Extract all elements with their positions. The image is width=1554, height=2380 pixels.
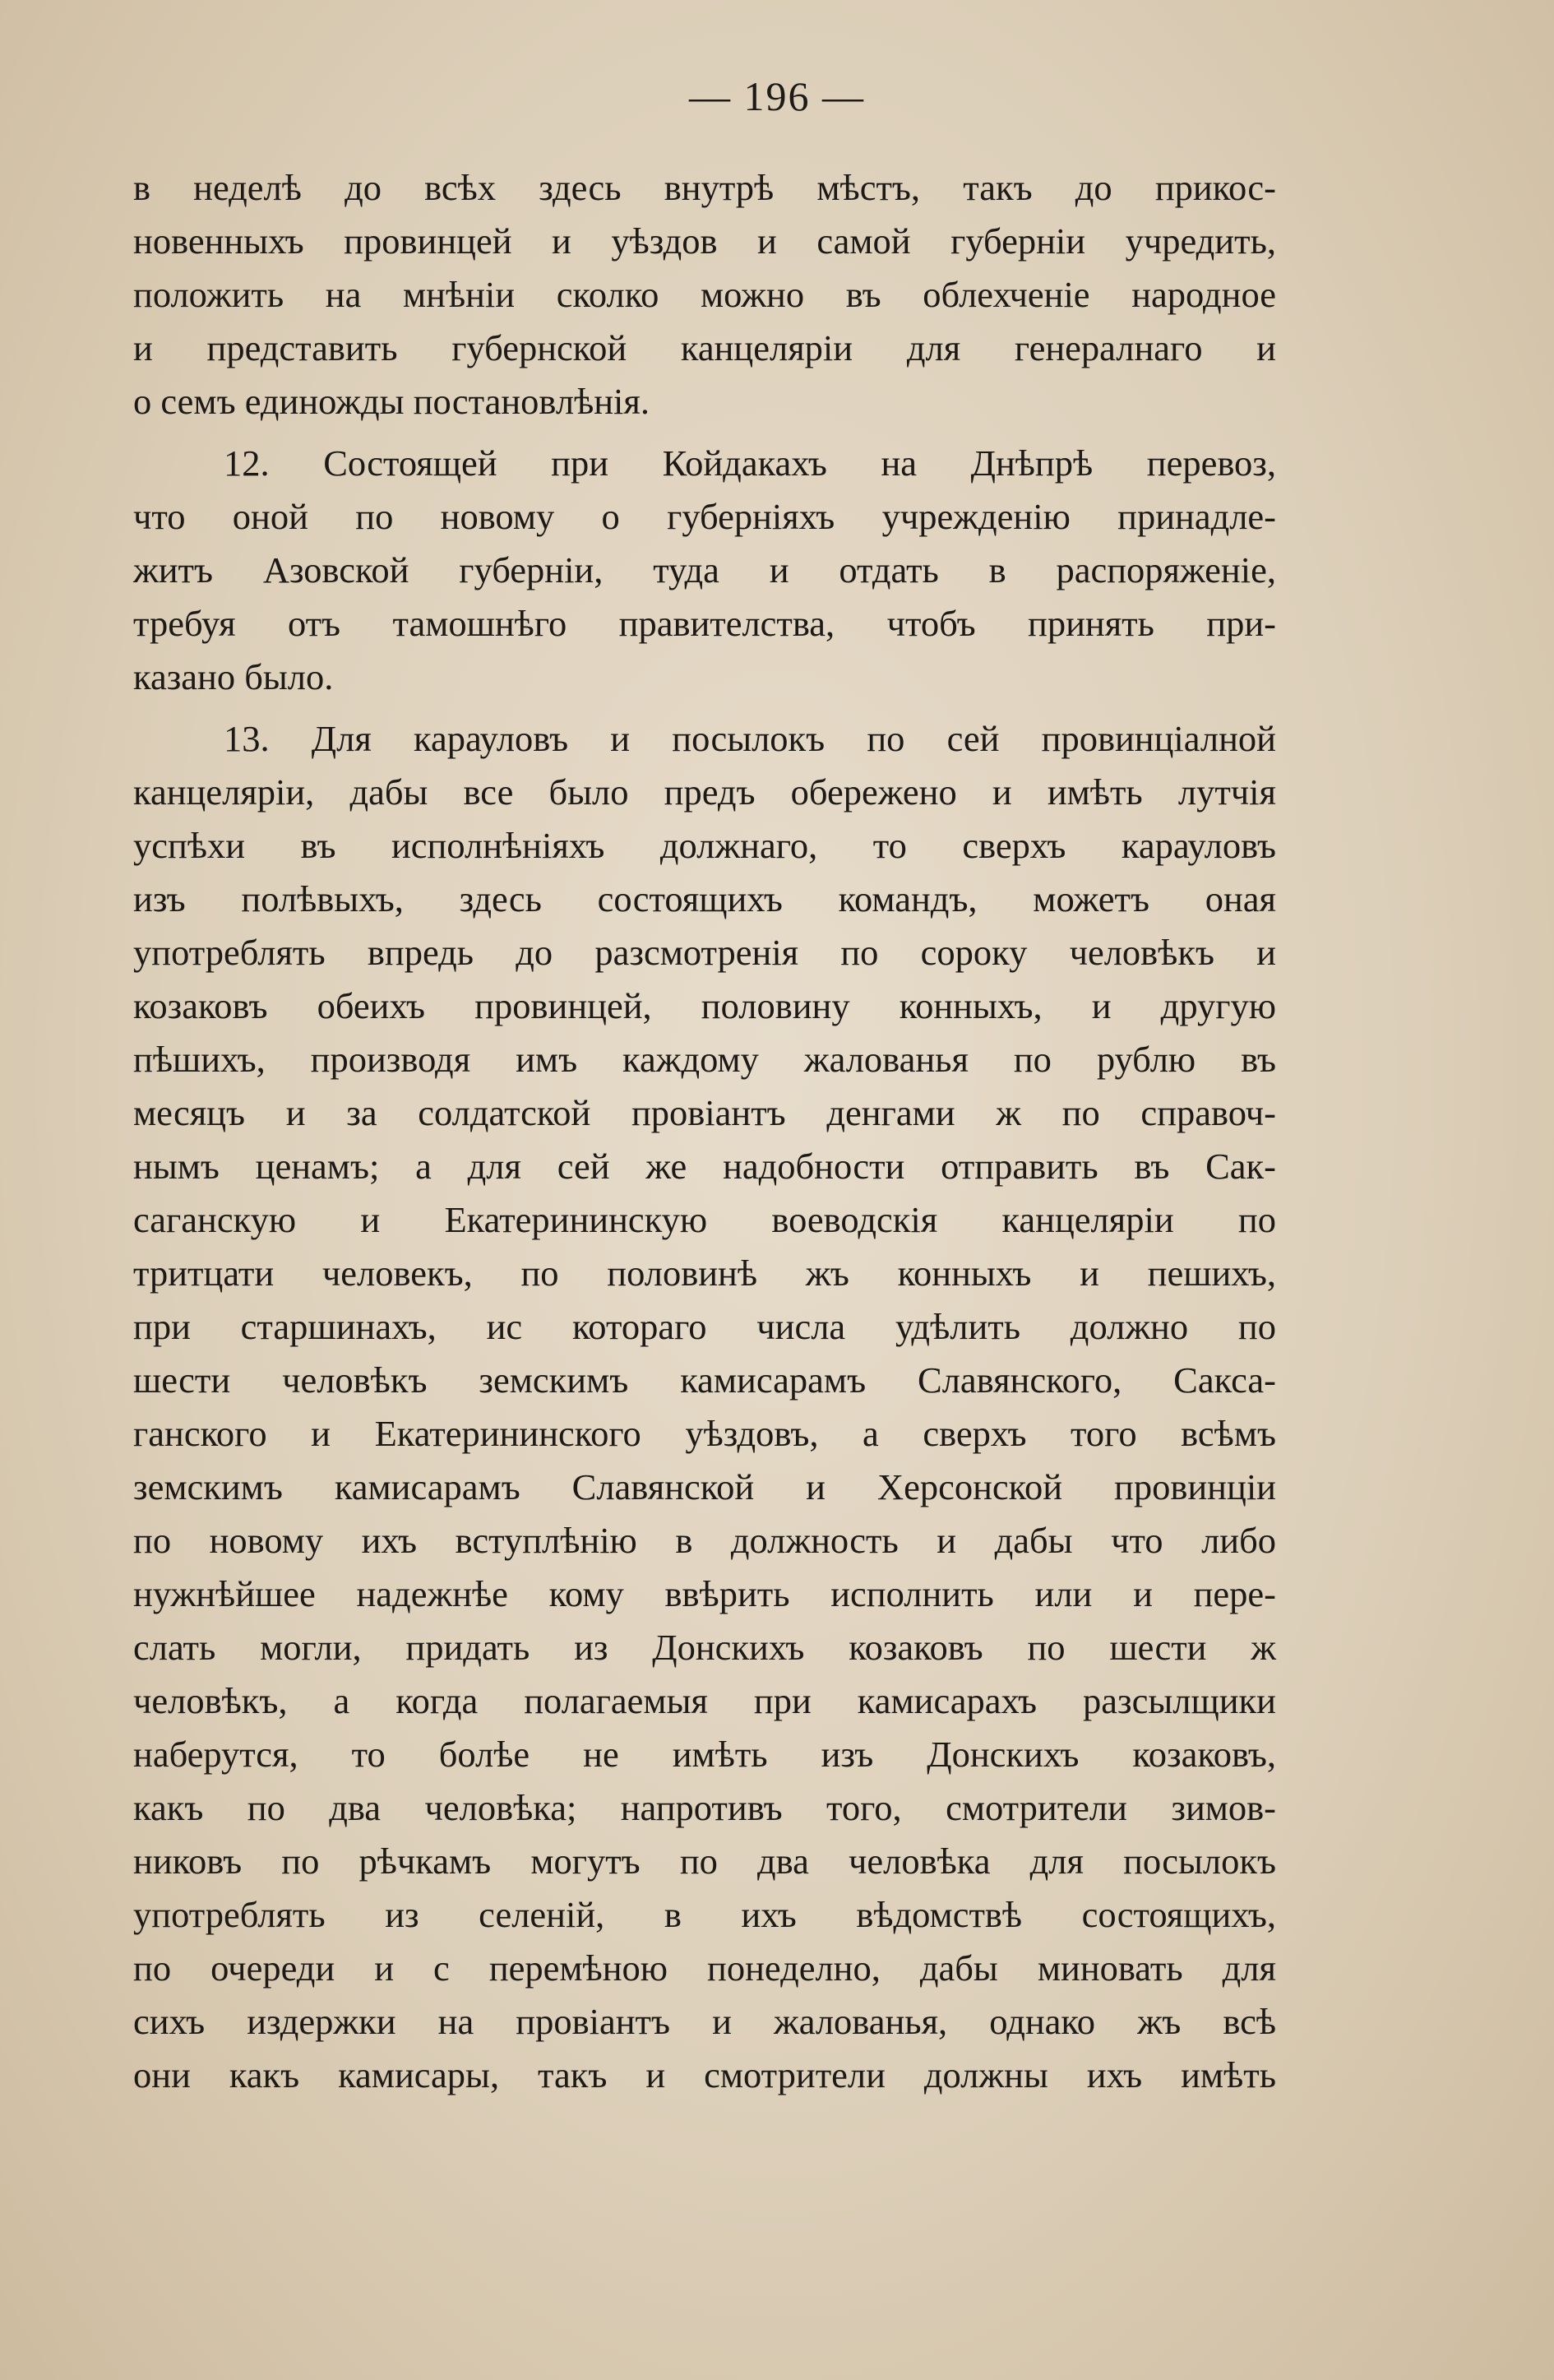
- text-line: новенныхъ провинцей и уѣздов и самой губерніи учредить,: [133, 220, 1276, 262]
- text-line: положить на мнѣніи сколко можно въ облехченіе народное: [133, 274, 1276, 315]
- text-line: пѣшихъ, производя имъ каждому жалованья по рублю въ: [133, 1039, 1276, 1080]
- paragraph-gap: [133, 704, 1276, 712]
- text-line: месяцъ и за солдатской провіантъ денгами ж по справоч-: [133, 1092, 1276, 1133]
- text-line: по очереди и с перемѣною понеделно, дабы миновать для: [133, 1947, 1276, 1989]
- text-line: тритцати человекъ, по половинѣ жъ конныхъ и пешихъ,: [133, 1253, 1276, 1294]
- text-line: саганскую и Екатерининскую воеводскія канцеляріи по: [133, 1199, 1276, 1240]
- text-line: никовъ по рѣчкамъ могутъ по два человѣка для посылокъ: [133, 1841, 1276, 1882]
- text-line: по новому ихъ вступлѣнію в должность и дабы что либо: [133, 1520, 1276, 1561]
- text-line: употреблять впредь до разсмотренія по сороку человѣкъ и: [133, 932, 1276, 973]
- text-line: наберутся, то болѣе не имѣть изъ Донскихъ козаковъ,: [133, 1734, 1276, 1775]
- page-number: — 196 —: [689, 73, 865, 119]
- text-line: какъ по два человѣка; напротивъ того, смотрители зимов-: [133, 1787, 1276, 1828]
- paragraph: [133, 161, 1276, 428]
- text-line: что оной по новому о губерніяхъ учрежденію принадле-: [133, 496, 1276, 537]
- text-line: нымъ ценамъ; а для сей же надобности отправить въ Сак-: [133, 1146, 1276, 1187]
- text-line: казано было.: [133, 656, 334, 697]
- paragraph-gap: [133, 428, 1276, 437]
- text-line: козаковъ обеихъ провинцей, половину конныхъ, и другую: [133, 985, 1276, 1026]
- text-line: употреблять из селеній, в ихъ вѣдомствѣ состоящихъ,: [133, 1894, 1276, 1935]
- paragraph: [133, 437, 1276, 704]
- text-line: в неделѣ до всѣх здесь внутрѣ мѣстъ, такъ до прикос-: [133, 167, 1276, 208]
- text-line: 13. Для карауловъ и посылокъ по сей провинціалной: [224, 718, 1276, 759]
- text-line: человѣкъ, а когда полагаемыя при камисарахъ разсылщики: [133, 1680, 1276, 1721]
- text-line: слать могли, придать из Донскихъ козаковъ по шести ж: [133, 1627, 1276, 1668]
- text-line: сихъ издержки на провіантъ и жалованья, однако жъ всѣ: [133, 2001, 1276, 2042]
- body-text: [133, 161, 1276, 2102]
- paragraph: [133, 712, 1276, 2102]
- text-line: земскимъ камисарамъ Славянской и Херсонской провинціи: [133, 1466, 1276, 1507]
- text-line: изъ полѣвыхъ, здесь состоящихъ командъ, можетъ оная: [133, 878, 1276, 919]
- text-line: 12. Состоящей при Койдакахъ на Днѣпрѣ перевоз,: [224, 442, 1276, 484]
- text-line: требуя отъ тамошнѣго правителства, чтобъ принять при-: [133, 603, 1276, 644]
- text-line: житъ Азовской губерніи, туда и отдать в распоряженіе,: [133, 549, 1276, 590]
- text-line: шести человѣкъ земскимъ камисарамъ Славянского, Сакса-: [133, 1359, 1276, 1401]
- text-line: и представить губернской канцеляріи для генералнаго и: [133, 327, 1276, 368]
- text-line: ганского и Екатерининского уѣздовъ, а сверхъ того всѣмъ: [133, 1413, 1276, 1454]
- text-line: при старшинахъ, ис котораго числа удѣлить должно по: [133, 1306, 1276, 1347]
- text-line: нужнѣйшее надежнѣе кому ввѣрить исполнить или и пере-: [133, 1573, 1276, 1614]
- text-line: они какъ камисары, такъ и смотрители должны ихъ имѣть: [133, 2054, 1276, 2095]
- text-line: канцеляріи, дабы все было предъ обережено и имѣть лутчія: [133, 771, 1276, 813]
- text-line: успѣхи въ исполнѣніяхъ должнаго, то сверхъ карауловъ: [133, 825, 1276, 866]
- text-line: о семъ единожды постановлѣнія.: [133, 381, 650, 422]
